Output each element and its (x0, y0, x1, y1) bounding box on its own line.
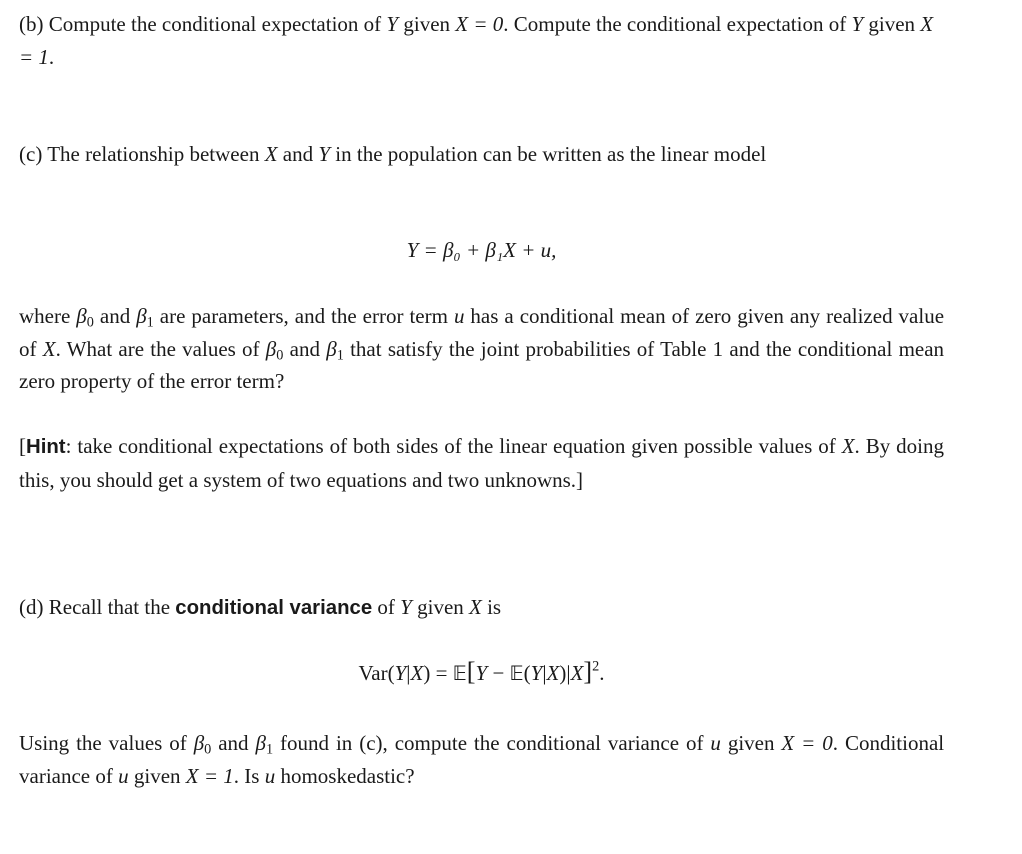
hint-label: Hint (26, 436, 66, 458)
math-X-eq-1: X = 1 (19, 12, 934, 69)
conditional-variance-term: conditional variance (175, 597, 373, 619)
conditional-variance-equation: Var(Y|X) = 𝔼[Y − 𝔼(Y|X)|X]$^2$. (358, 657, 605, 686)
part-d-using-paragraph: Using the values of $\beta_0$ and $\beta_1$ found in (c), compute the conditional variance of u given X = 0. Conditional variance of u given X = 1. Is u homoskedastic? (19, 731, 945, 788)
part-b-text: Compute the conditional expectation of (48, 12, 382, 36)
part-b-label: (b) (19, 12, 44, 36)
part-c-where-paragraph: where $\beta_0$ and $\beta_1$ are parameters, and the error term u has a conditional mean of zero given any realized value of X. What are the values of $\beta_0$ and $\beta_1$ that satisfy the joint probabilities of Table 1 and the conditional mean zero property of the error term? (19, 304, 945, 393)
part-d-label: (d) (19, 595, 44, 619)
math-X-eq-0: X = 0 (455, 12, 504, 36)
part-c-paragraph: (c) The relationship between X and Y in the population can be written as the linear model (19, 142, 767, 166)
part-c-label: (c) (19, 142, 43, 166)
part-d-paragraph: (d) Recall that the conditional variance of Y given X is (19, 595, 502, 619)
linear-model-equation: Y = β₀ + β₁X + u, (406, 238, 557, 262)
math-Y: Y (386, 12, 399, 36)
part-b-paragraph: (b) Compute the conditional expectation of Y given X = 0. Compute the conditional expectation of Y given X = 1. (19, 12, 934, 69)
hint-paragraph: [Hint: take conditional expectations of both sides of the linear equation given possible values of X. By doing this, you should get a system of two equations and two unknowns.] (19, 434, 945, 492)
